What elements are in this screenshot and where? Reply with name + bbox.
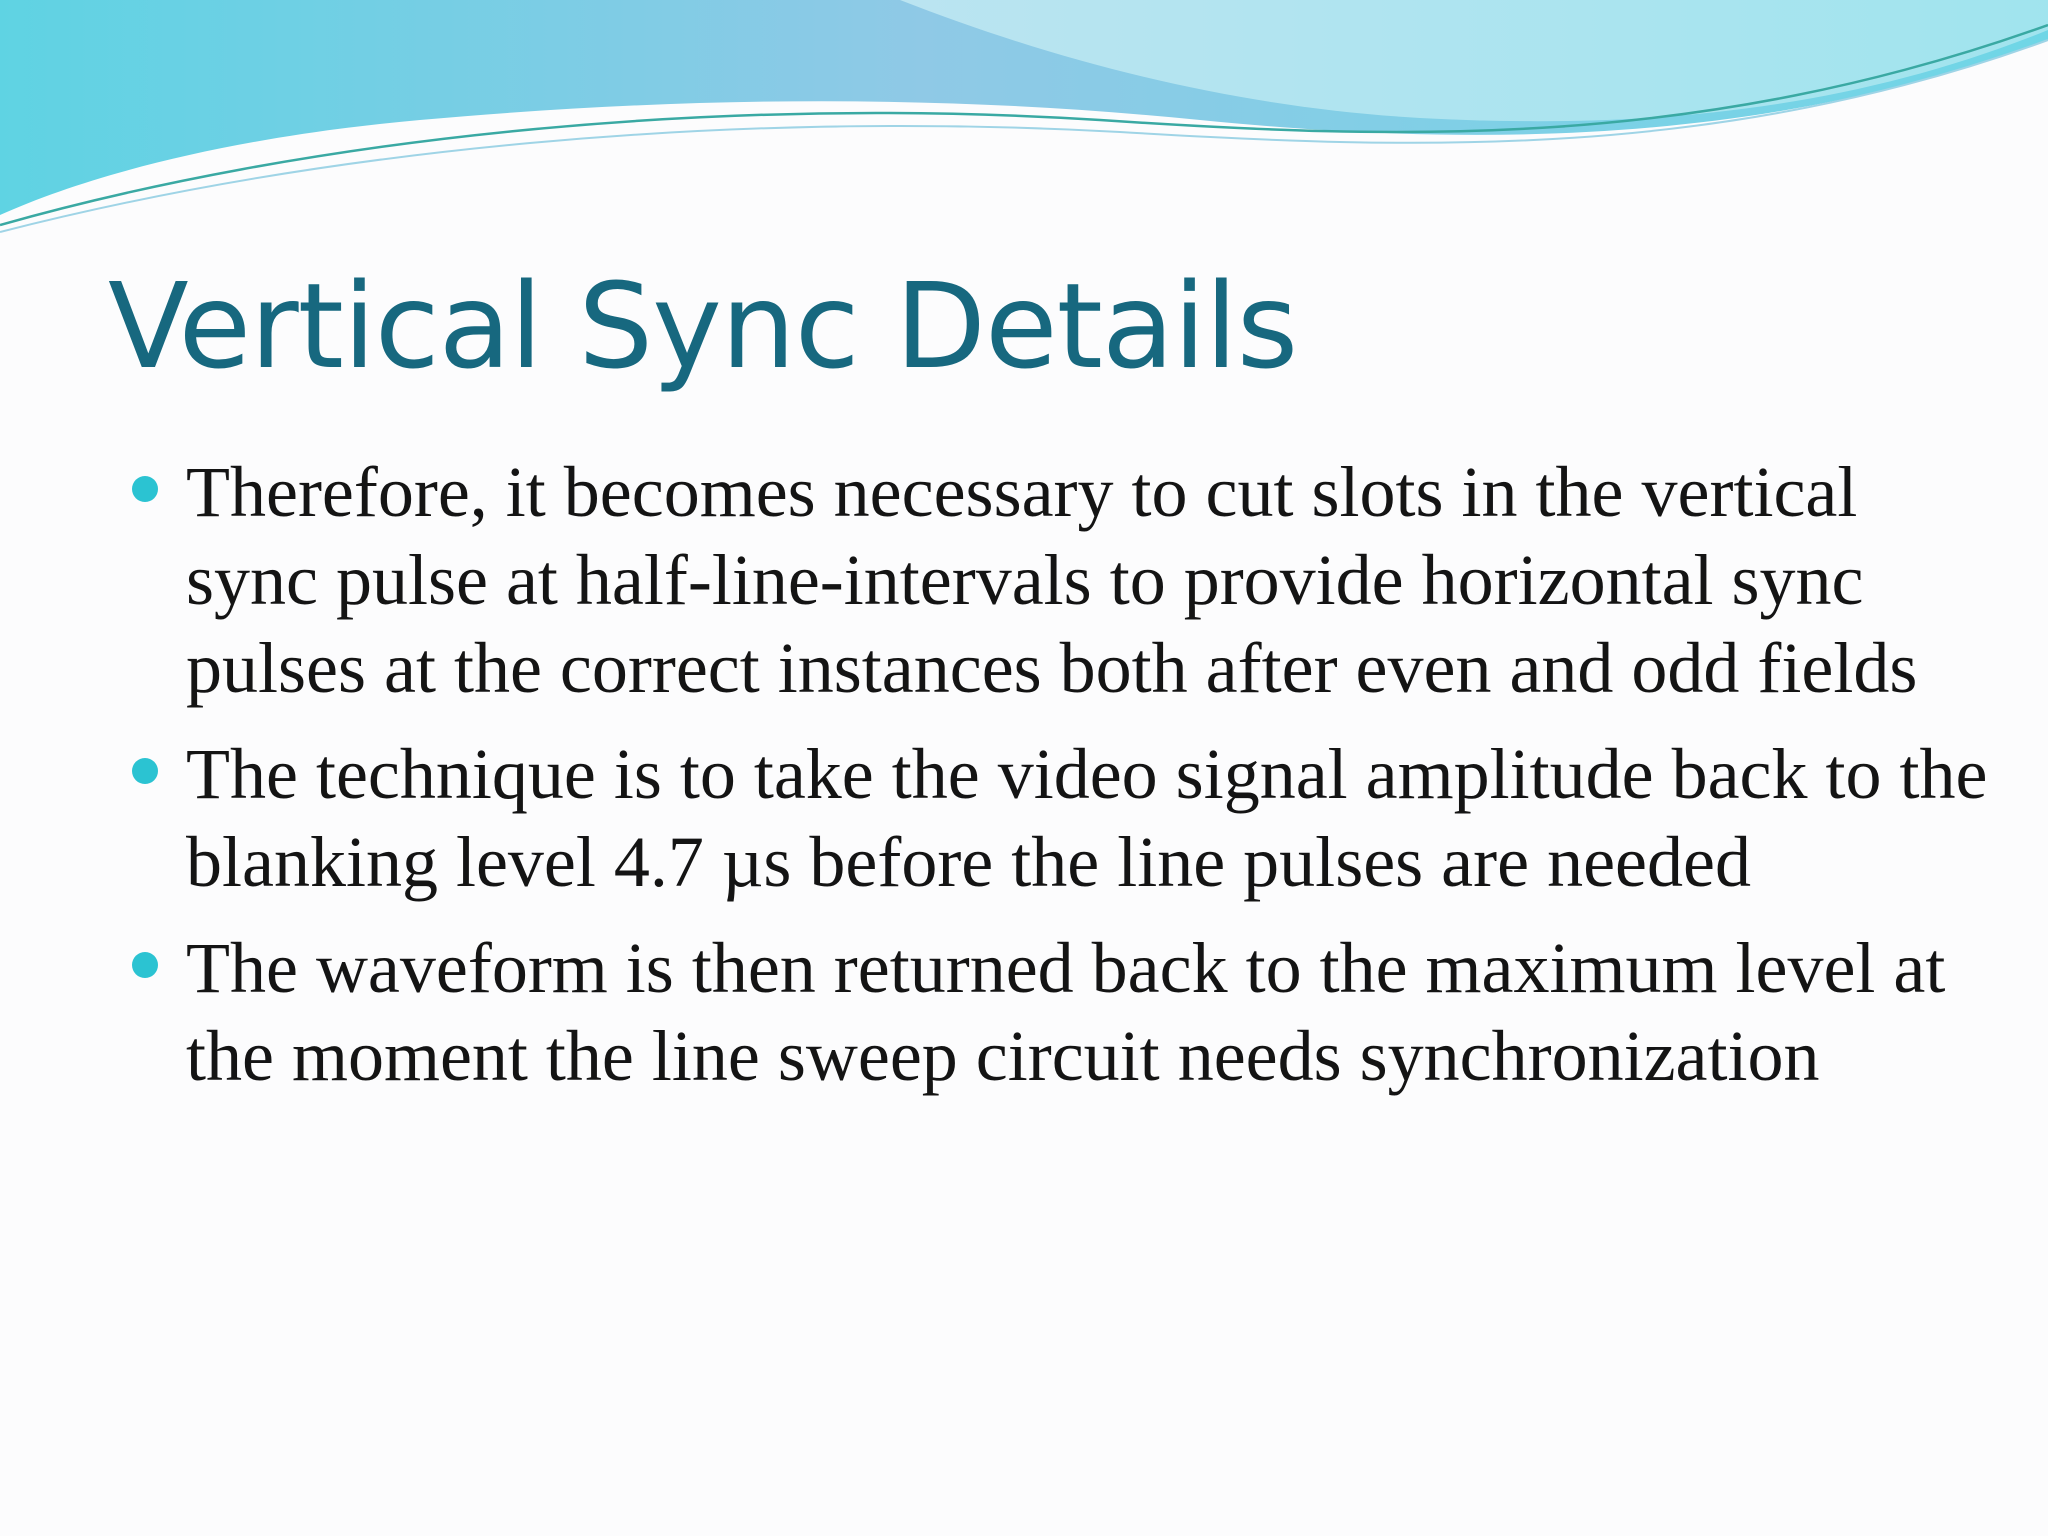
bullet-text: Therefore, it becomes necessary to cut slots in the vertical sync pulse at half-line-intervals to provide horizontal sync pulses at the correct instances both after even and odd fields: [186, 452, 1918, 708]
bullet-dot-icon: [132, 952, 158, 978]
bullet-item: [128, 924, 1988, 1100]
bullet-list: [128, 448, 1988, 1118]
bullet-dot-icon: [132, 758, 158, 784]
header-wave-decoration: [0, 0, 2048, 240]
bullet-item: [128, 730, 1988, 906]
bullet-item: [128, 448, 1988, 712]
bullet-dot-icon: [132, 476, 158, 502]
slide-title: Vertical Sync Details: [108, 257, 1298, 395]
bullet-text: The technique is to take the video signal amplitude back to the blanking level 4.7 µs before the line pulses are needed: [186, 734, 1988, 902]
bullet-text: The waveform is then returned back to the maximum level at the moment the line sweep circuit needs synchronization: [186, 928, 1946, 1096]
